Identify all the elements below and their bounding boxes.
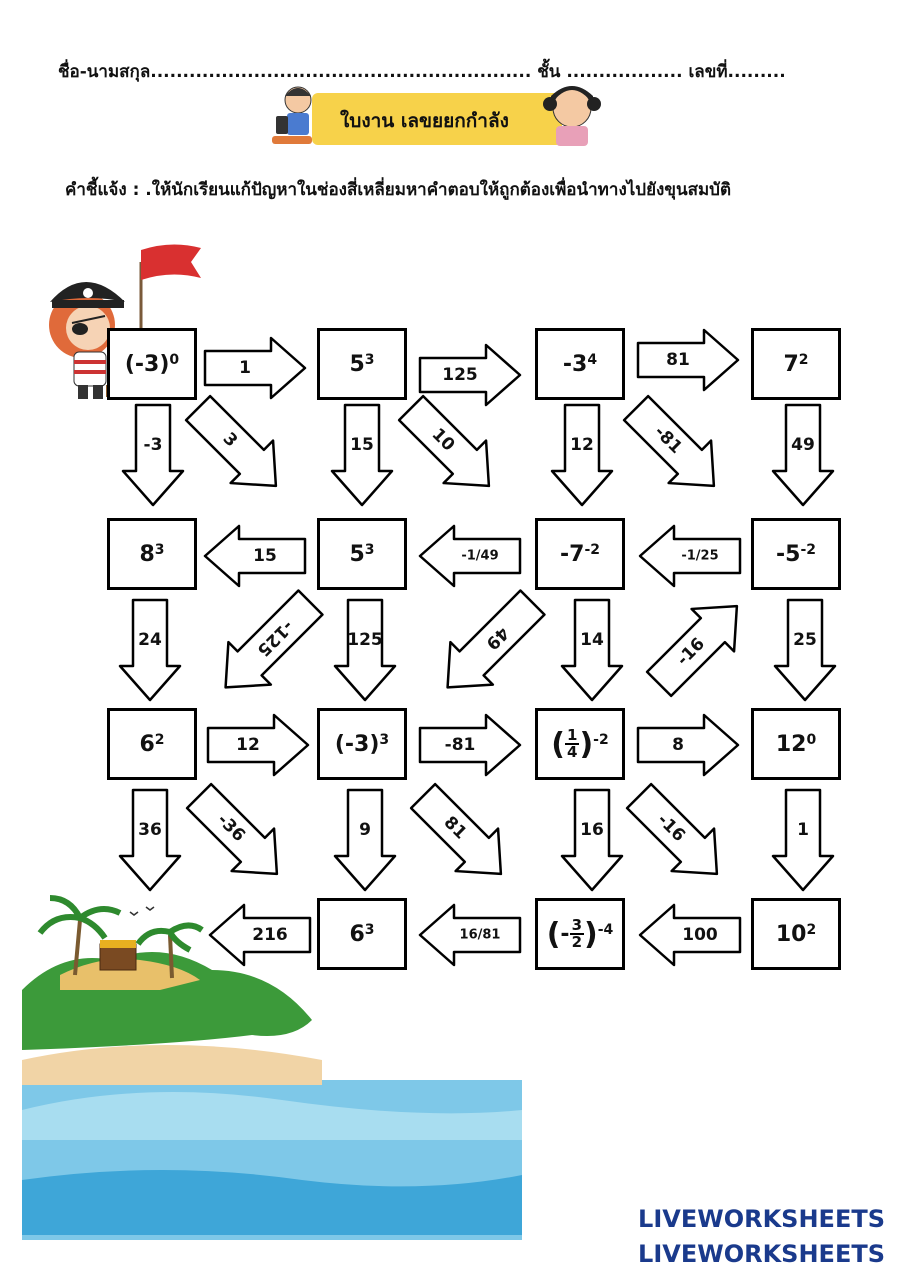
arrow-label-a5[interactable]: 3 bbox=[218, 428, 242, 452]
arrow-a10[interactable] bbox=[773, 405, 833, 505]
arrow-label-a14[interactable]: 24 bbox=[138, 630, 162, 650]
arrow-label-a2[interactable]: 125 bbox=[442, 365, 478, 385]
arrow-a24[interactable] bbox=[120, 790, 180, 890]
arrow-label-a30[interactable]: 1 bbox=[797, 820, 809, 840]
student-girl-illustration bbox=[543, 86, 601, 146]
name-label: ชื่อ-นามสกุล bbox=[58, 62, 151, 82]
box-r2c1 bbox=[107, 518, 197, 590]
box-r3c2-base: (-3) bbox=[334, 731, 380, 757]
arrow-label-a23[interactable]: 8 bbox=[672, 735, 684, 755]
arrow-label-a28[interactable]: 16 bbox=[580, 820, 604, 840]
box-r1c1-base: (-3) bbox=[124, 351, 170, 377]
arrow-label-a26[interactable]: 9 bbox=[359, 820, 371, 840]
arrow-label-a18[interactable]: 14 bbox=[580, 630, 604, 650]
box-r2c3 bbox=[535, 518, 625, 590]
arrow-a4[interactable] bbox=[123, 405, 183, 505]
arrow-label-a20[interactable]: 25 bbox=[793, 630, 817, 650]
box-r1c4-base: 7 bbox=[783, 351, 799, 377]
arrow-label-a8[interactable]: 12 bbox=[570, 435, 594, 455]
box-r2c4-base: -5 bbox=[775, 541, 801, 567]
box-r4c4-exp: 2 bbox=[806, 922, 817, 938]
arrow-label-a13[interactable]: -1/25 bbox=[681, 548, 719, 564]
worksheet-title: ใบงาน เลขยยกกำลัง bbox=[340, 110, 509, 132]
arrow-label-a9[interactable]: -81 bbox=[649, 421, 686, 458]
arrow-label-a22[interactable]: -81 bbox=[444, 735, 476, 755]
box-r3c3-den: 4 bbox=[567, 743, 578, 761]
box-r2c1-base: 8 bbox=[139, 541, 155, 567]
arrow-layer bbox=[120, 330, 835, 965]
arrow-label-a27[interactable]: 81 bbox=[439, 812, 471, 844]
box-r4c4-base: 10 bbox=[775, 921, 807, 947]
arrow-a26[interactable] bbox=[335, 790, 395, 890]
box-r1c2 bbox=[317, 328, 407, 400]
box-r3c3-exp: -2 bbox=[593, 732, 609, 748]
box-r1c3-base: -3 bbox=[562, 351, 588, 377]
student-boy-illustration bbox=[272, 87, 312, 144]
class-label: ชั้น bbox=[537, 62, 561, 82]
arrow-label-a33[interactable]: 100 bbox=[682, 925, 718, 945]
box-r4c3-num: 3 bbox=[571, 916, 582, 934]
arrow-a23[interactable] bbox=[638, 715, 738, 775]
box-r3c3-lparen: ( bbox=[551, 726, 565, 762]
liveworksheets-logo-1: LIVEWORKSHEETS bbox=[638, 1205, 885, 1233]
box-r4c3-den: 2 bbox=[571, 933, 582, 951]
box-r2c2 bbox=[317, 518, 407, 590]
arrow-a18[interactable] bbox=[562, 600, 622, 700]
box-r1c3-exp: 4 bbox=[587, 352, 598, 368]
arrow-a20[interactable] bbox=[775, 600, 835, 700]
box-r3c4 bbox=[751, 708, 841, 780]
arrow-a1[interactable] bbox=[205, 338, 305, 398]
box-r3c3-num: 1 bbox=[567, 726, 578, 744]
box-r3c2-exp: 3 bbox=[379, 732, 390, 748]
box-r3c4-exp: 0 bbox=[806, 732, 817, 748]
box-r1c2-base: 5 bbox=[349, 351, 365, 377]
box-r3c1 bbox=[107, 708, 197, 780]
arrow-label-a21[interactable]: 12 bbox=[236, 735, 260, 755]
box-r4c2-exp: 3 bbox=[364, 922, 375, 938]
instruction-text: คำชี้แจ้ง : .ให้นักเรียนแก้ปัญหาในช่องสี่เหลี่ยมหาคำตอบให้ถูกต้องเพื่อนำทางไปยังขุนสมบัติ bbox=[65, 180, 731, 200]
arrow-a16[interactable] bbox=[335, 600, 395, 700]
box-r4c3-fraction bbox=[570, 918, 584, 950]
box-r2c3-base: -7 bbox=[559, 541, 585, 567]
arrow-label-a31[interactable]: 216 bbox=[252, 925, 288, 945]
box-r4c2-base: 6 bbox=[349, 921, 365, 947]
arrow-label-a24[interactable]: 36 bbox=[138, 820, 162, 840]
box-r1c3 bbox=[535, 328, 625, 400]
box-r4c2 bbox=[317, 898, 407, 970]
box-r1c4 bbox=[751, 328, 841, 400]
arrow-label-a29[interactable]: -16 bbox=[652, 809, 689, 846]
arrow-label-a6[interactable]: 15 bbox=[350, 435, 374, 455]
arrow-a6[interactable] bbox=[332, 405, 392, 505]
box-r1c1-exp: 0 bbox=[169, 352, 180, 368]
box-r2c4-exp: -2 bbox=[800, 542, 816, 558]
arrow-a28[interactable] bbox=[562, 790, 622, 890]
box-r4c4 bbox=[751, 898, 841, 970]
box-r2c2-base: 5 bbox=[349, 541, 365, 567]
arrow-a14[interactable] bbox=[120, 600, 180, 700]
arrow-label-a12[interactable]: -1/49 bbox=[461, 548, 499, 564]
box-r4c3-sign: - bbox=[560, 921, 570, 947]
arrow-label-a7[interactable]: 10 bbox=[427, 424, 459, 456]
number-label: เลขที่ bbox=[688, 62, 728, 82]
box-r3c1-exp: 2 bbox=[154, 732, 165, 748]
arrow-label-a4[interactable]: -3 bbox=[143, 435, 163, 455]
name-field[interactable]: ........................................................... bbox=[150, 62, 532, 82]
box-r4c3 bbox=[535, 898, 625, 970]
box-r3c4-base: 12 bbox=[775, 731, 807, 757]
box-r3c1-base: 6 bbox=[139, 731, 155, 757]
box-r4c3-rparen: ) bbox=[584, 916, 598, 952]
box-r4c3-lparen: ( bbox=[546, 916, 561, 952]
box-r4c3-exp: -4 bbox=[597, 922, 614, 938]
box-r2c4 bbox=[751, 518, 841, 590]
arrow-a5[interactable] bbox=[177, 387, 297, 507]
arrow-label-a3[interactable]: 81 bbox=[666, 350, 690, 370]
arrow-a8[interactable] bbox=[552, 405, 612, 505]
box-r3c3-rparen: ) bbox=[579, 726, 594, 762]
class-field[interactable]: .................. bbox=[566, 62, 683, 82]
arrow-label-a25[interactable]: -36 bbox=[212, 809, 249, 846]
box-r3c2 bbox=[317, 708, 407, 780]
box-r3c3 bbox=[535, 708, 625, 780]
arrow-label-a17[interactable]: 49 bbox=[481, 622, 513, 654]
number-field[interactable]: ......... bbox=[727, 62, 786, 82]
box-r1c2-exp: 3 bbox=[364, 352, 375, 368]
arrow-label-a16[interactable]: 125 bbox=[347, 630, 383, 650]
liveworksheets-logo-2: LIVEWORKSHEETS bbox=[638, 1240, 885, 1268]
box-r1c4-exp: 2 bbox=[798, 352, 809, 368]
arrow-label-a15[interactable]: -125 bbox=[252, 615, 298, 661]
arrow-label-a10[interactable]: 49 bbox=[791, 435, 815, 455]
arrow-label-a32[interactable]: 16/81 bbox=[459, 927, 501, 943]
box-r2c3-exp: -2 bbox=[584, 542, 600, 558]
box-r2c2-exp: 3 bbox=[364, 542, 375, 558]
box-r1c1 bbox=[107, 328, 197, 400]
box-r2c1-exp: 3 bbox=[154, 542, 165, 558]
arrow-label-a11[interactable]: 15 bbox=[253, 546, 277, 566]
arrow-label-a1[interactable]: 1 bbox=[239, 358, 251, 378]
arrow-label-a19[interactable]: -16 bbox=[672, 634, 709, 670]
arrow-a30[interactable] bbox=[773, 790, 833, 890]
box-r3c3-fraction bbox=[565, 728, 579, 760]
